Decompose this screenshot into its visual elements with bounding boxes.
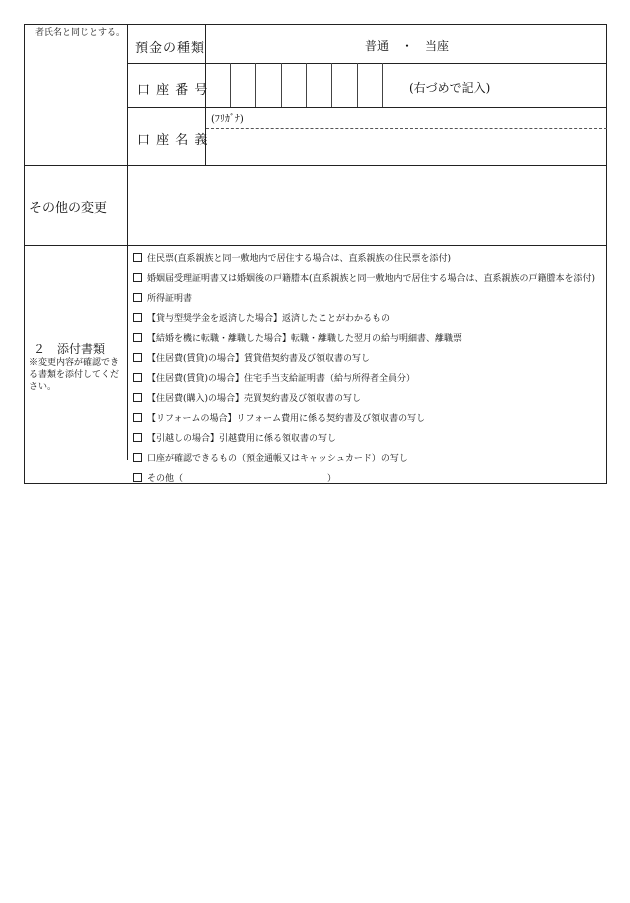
attachment-item[interactable] [133, 431, 336, 444]
attachment-item-text: 【リフォームの場合】リフォーム費用に係る契約書及び領収書の写し [147, 414, 426, 424]
attachment-item[interactable] [133, 391, 361, 404]
attachment-item[interactable] [133, 471, 336, 484]
digit-box[interactable] [382, 63, 383, 107]
checkbox[interactable] [133, 473, 142, 482]
line-after-type [127, 63, 607, 64]
checkbox[interactable] [133, 333, 142, 342]
other-changes-field[interactable] [128, 166, 606, 244]
account-type-value[interactable]: 普通 ・ 当座 [365, 39, 450, 53]
checkbox[interactable] [133, 373, 142, 382]
attachment-item[interactable] [133, 331, 462, 344]
attachment-item-text: 【住居費(購入)の場合】売買契約書及び領収書の写し [147, 394, 362, 404]
attachment-item[interactable] [133, 451, 408, 464]
attachments-note: ※変更内容が確認できる書類を添付してください。 [29, 358, 120, 392]
attachment-item[interactable] [133, 411, 425, 424]
attachment-item[interactable] [133, 251, 451, 264]
digit-box[interactable] [255, 63, 256, 107]
checkbox[interactable] [133, 253, 142, 262]
digit-box[interactable] [230, 63, 231, 107]
attachment-item-text: 【住居費(賃貸)の場合】住宅手当支給証明書（給与所得者全員分） [147, 374, 416, 384]
line-after-other [25, 245, 607, 246]
digit-box[interactable] [357, 63, 358, 107]
checkbox[interactable] [133, 393, 142, 402]
checkbox[interactable] [133, 453, 142, 462]
attachments-title: ２ 添付書類 [33, 342, 106, 356]
checkbox[interactable] [133, 413, 142, 422]
application-form [24, 24, 607, 484]
digit-box[interactable] [306, 63, 307, 107]
attachment-item-text: 【住居費(賃貸)の場合】賃貸借契約書及び領収書の写し [147, 354, 371, 364]
attachment-item-text: 所得証明書 [147, 294, 193, 304]
account-number-label: 口 座 番 号 [137, 83, 209, 98]
attachment-item[interactable] [133, 371, 415, 384]
attachment-item-text: 【結婚を機に転職・離職した場合】転職・離職した翌月の給与明細書、離職票 [147, 334, 463, 344]
digit-box[interactable] [281, 63, 282, 107]
attachment-item-text: 口座が確認できるもの（預金通帳又はキャッシュカード）の写し [147, 454, 408, 464]
attachment-item[interactable] [133, 351, 370, 364]
checkbox[interactable] [133, 433, 142, 442]
checkbox[interactable] [133, 293, 142, 302]
attachment-item-text: 【貸与型奨学金を返済した場合】返済したことがわかるもの [147, 314, 391, 324]
checkbox[interactable] [133, 313, 142, 322]
attachment-item-text: 婚姻届受理証明書又は婚姻後の戸籍謄本(直系親族と同一敷地内で居住する場合は、直系親族の戸籍謄本を添付) [147, 274, 596, 284]
line-after-number [127, 107, 607, 108]
other-changes-label: その他の変更 [29, 201, 108, 216]
account-number-note: (右づめで記入) [409, 81, 491, 95]
checkbox[interactable] [133, 353, 142, 362]
attachment-item[interactable] [133, 311, 390, 324]
top-note: 者氏名と同じとする。 [35, 28, 126, 38]
furigana-label: (ﾌﾘｶﾞﾅ) [211, 114, 244, 125]
account-name-field[interactable] [206, 129, 606, 164]
digit-box[interactable] [331, 63, 332, 107]
attachment-item[interactable] [133, 291, 192, 304]
attachment-item-text: 【引越しの場合】引越費用に係る領収書の写し [147, 434, 337, 444]
account-name-label: 口 座 名 義 [137, 133, 209, 148]
checkbox[interactable] [133, 273, 142, 282]
attachment-item-text: その他（ ） [147, 474, 337, 484]
account-type-label: 預金の種類 [135, 41, 206, 56]
attachment-item-text: 住民票(直系親族と同一敷地内で居住する場合は、直系親族の住民票を添付) [147, 254, 452, 264]
attachment-item[interactable] [133, 271, 595, 284]
